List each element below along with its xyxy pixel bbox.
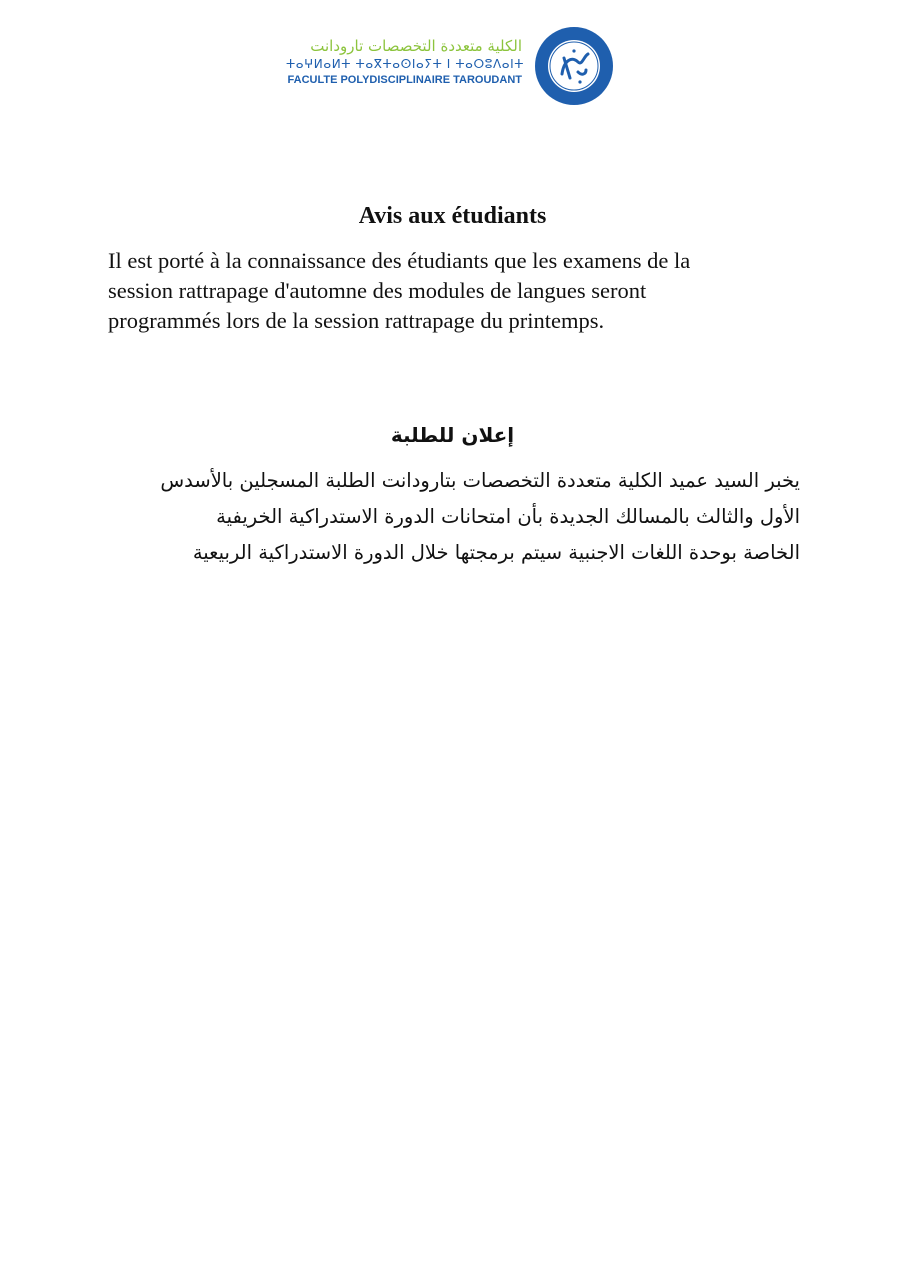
notice-title-arabic: إعلان للطلبة — [390, 423, 515, 447]
faculty-name-block — [286, 36, 525, 88]
notice-line-french: session rattrapage d'automne des modules de langues seront — [108, 278, 647, 303]
faculty-header — [286, 26, 616, 112]
notice-title-french: Avis aux étudiants — [358, 203, 547, 229]
faculty-name-french: FACULTE POLYDISCIPLINAIRE TAROUDANT — [287, 74, 522, 86]
faculty-name-arabic: الكلية متعددة التخصصات تارودانت — [310, 37, 522, 55]
notice-body-french — [108, 246, 798, 336]
university-seal-icon — [534, 26, 614, 106]
notice-body-arabic — [108, 463, 800, 571]
notice-line-arabic: يخبر السيد عميد الكلية متعددة التخصصات بتارودانت الطلبة المسجلين بالأسدس — [160, 469, 800, 492]
notice-line-arabic: الأول والثالث بالمسالك الجديدة بأن امتحانات الدورة الاستدراكية الخريفية — [216, 505, 800, 528]
notice-line-arabic: الخاصة بوحدة اللغات الاجنبية سيتم برمجتها خلال الدورة الاستدراكية الربيعية — [192, 541, 800, 564]
faculty-name-tifinagh: ⵜⴰⵖⵍⴰⵍⵜ ⵜⴰⴳⵜⴰⵙⵏⴰⵢⵜ ⵏ ⵜⴰⵔⵓⴷⴰⵏⵜ — [286, 57, 525, 71]
notice-line-french: Il est porté à la connaissance des étudiants que les examens de la — [108, 248, 691, 273]
notice-line-french: programmés lors de la session rattrapage du printemps. — [108, 308, 605, 333]
